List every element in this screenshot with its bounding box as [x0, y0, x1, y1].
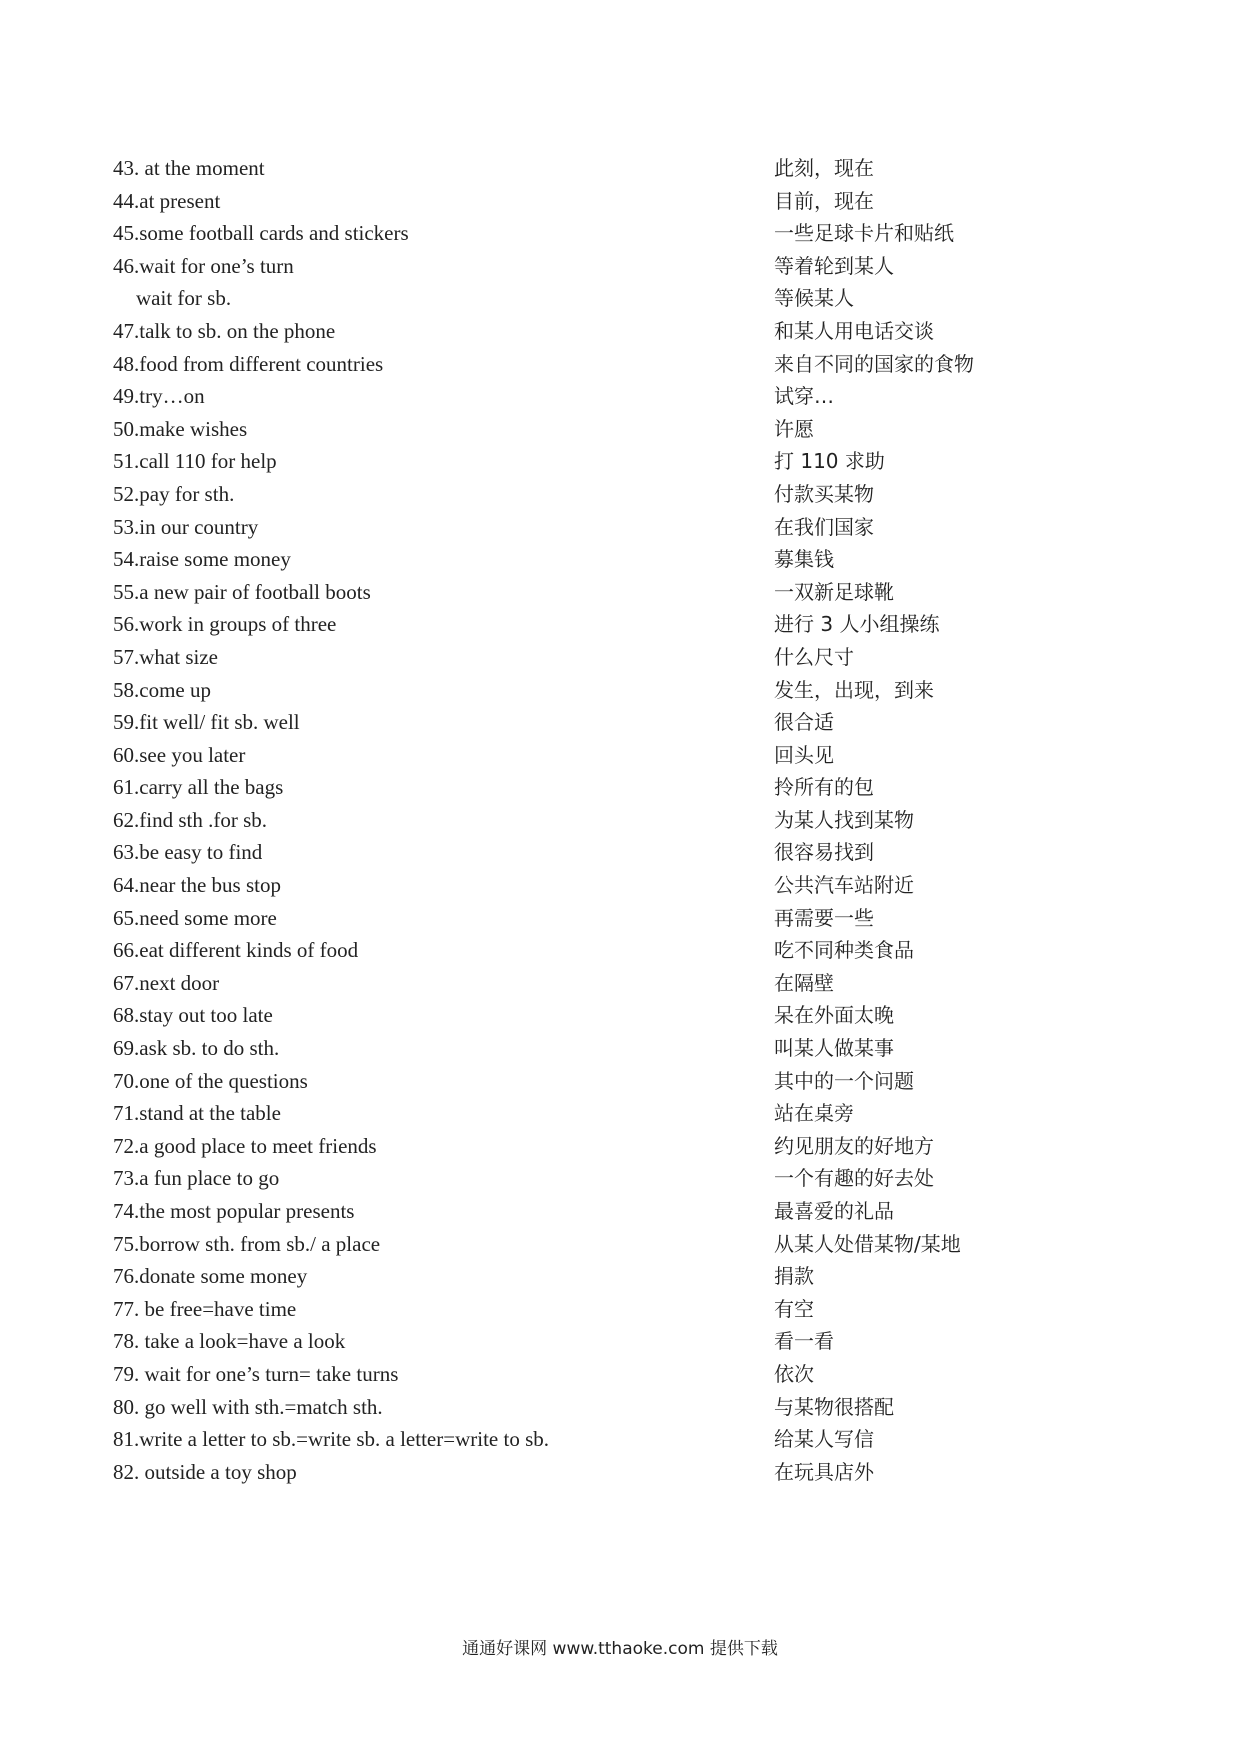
- phrase-row: [113, 543, 1143, 576]
- phrase-english: 80. go well with sth.=match sth.: [113, 1394, 383, 1419]
- phrase-list: [113, 152, 1143, 1488]
- phrase-row: [113, 706, 1143, 739]
- phrase-chinese: 此刻，现在: [774, 156, 874, 180]
- phrase-chinese: 吃不同种类食品: [774, 938, 914, 963]
- phrase-chinese: 发生，出现，到来: [774, 677, 934, 702]
- phrase-row: [113, 869, 1143, 902]
- phrase-row: [113, 836, 1143, 869]
- phrase-english: 49.try…on: [113, 384, 205, 409]
- phrase-chinese: 目前，现在: [774, 188, 874, 213]
- phrase-english: 56.work in groups of three: [113, 612, 337, 637]
- phrase-chinese: 付款买某物: [774, 481, 874, 506]
- phrase-row: [113, 1358, 1143, 1391]
- phrase-row: [113, 1065, 1143, 1098]
- phrase-chinese: 等着轮到某人: [774, 253, 894, 278]
- phrase-english: 43. at the moment: [113, 156, 265, 180]
- phrase-row: [113, 902, 1143, 935]
- phrase-chinese: 在我们国家: [774, 514, 874, 539]
- phrase-english: 57.what size: [113, 644, 218, 669]
- phrase-chinese: 站在桌旁: [774, 1101, 854, 1126]
- phrase-chinese: 很合适: [774, 710, 834, 735]
- phrase-row: [113, 185, 1143, 218]
- phrase-row: [113, 445, 1143, 478]
- phrase-row: [113, 348, 1143, 381]
- phrase-row: [113, 1195, 1143, 1228]
- phrase-chinese: 很容易找到: [774, 840, 874, 865]
- phrase-row: [113, 152, 1143, 185]
- phrase-chinese: 一双新足球靴: [774, 579, 894, 604]
- phrase-chinese: 再需要一些: [774, 905, 874, 930]
- phrase-row: [113, 674, 1143, 707]
- phrase-chinese: 拎所有的包: [774, 775, 874, 800]
- phrase-chinese: 一个有趣的好去处: [774, 1166, 934, 1191]
- phrase-row: [113, 1293, 1143, 1326]
- phrase-english: 50.make wishes: [113, 416, 248, 441]
- phrase-row: [113, 576, 1143, 609]
- phrase-row: [113, 804, 1143, 837]
- phrase-english: 64.near the bus stop: [113, 873, 281, 898]
- phrase-english: 45.some football cards and stickers: [113, 221, 409, 246]
- phrase-chinese: 募集钱: [774, 547, 834, 572]
- phrase-row: [113, 282, 1143, 315]
- phrase-chinese: 来自不同的国家的食物: [774, 351, 974, 376]
- phrase-english: 54.raise some money: [113, 547, 291, 572]
- phrase-row: [113, 967, 1143, 1000]
- phrase-english: 63.be easy to find: [113, 840, 263, 865]
- phrase-english: 62.find sth .for sb.: [113, 807, 267, 832]
- phrase-row: [113, 380, 1143, 413]
- phrase-english: 82. outside a toy shop: [113, 1459, 297, 1484]
- phrase-row: [113, 1391, 1143, 1424]
- phrase-english: wait for sb.: [136, 286, 232, 311]
- phrase-english: 67.next door: [113, 970, 220, 995]
- phrase-row: [113, 315, 1143, 348]
- phrase-english: 44.at present: [113, 188, 221, 213]
- phrase-chinese: 从某人处借某物/某地: [774, 1231, 961, 1256]
- phrase-chinese: 捐款: [774, 1264, 814, 1289]
- phrase-chinese: 看一看: [774, 1329, 834, 1354]
- phrase-row: [113, 641, 1143, 674]
- phrase-row: [113, 511, 1143, 544]
- phrase-row: [113, 608, 1143, 641]
- phrase-english: 70.one of the questions: [113, 1068, 308, 1093]
- phrase-row: [113, 478, 1143, 511]
- phrase-chinese: 在隔壁: [774, 970, 834, 995]
- phrase-english: 48.food from different countries: [113, 351, 384, 376]
- phrase-chinese: 和某人用电话交谈: [774, 318, 934, 343]
- page-footer: 通通好课网 www.tthaoke.com 提供下载: [462, 1639, 778, 1659]
- phrase-english: 59.fit well/ fit sb. well: [113, 710, 300, 735]
- phrase-chinese: 试穿…: [774, 384, 834, 409]
- phrase-english: 74.the most popular presents: [113, 1199, 355, 1223]
- phrase-chinese: 打 110 求助: [774, 449, 885, 474]
- phrase-row: [113, 1097, 1143, 1130]
- phrase-row: [113, 1260, 1143, 1293]
- phrase-chinese: 依次: [774, 1361, 814, 1386]
- phrase-english: 53.in our country: [113, 514, 259, 539]
- phrase-english: 79. wait for one’s turn= take turns: [113, 1361, 399, 1386]
- phrase-chinese: 其中的一个问题: [774, 1068, 914, 1093]
- phrase-english: 61.carry all the bags: [113, 775, 284, 800]
- phrase-row: [113, 1162, 1143, 1195]
- phrase-english: 55.a new pair of football boots: [113, 579, 371, 604]
- phrase-chinese: 给某人写信: [774, 1427, 874, 1452]
- phrase-english: 77. be free=have time: [113, 1296, 297, 1321]
- phrase-chinese: 公共汽车站附近: [774, 873, 914, 898]
- phrase-row: [113, 999, 1143, 1032]
- phrase-row: [113, 1032, 1143, 1065]
- phrase-chinese: 许愿: [774, 416, 814, 441]
- phrase-chinese: 呆在外面太晚: [774, 1003, 894, 1028]
- phrase-chinese: 在玩具店外: [774, 1459, 874, 1484]
- phrase-english: 72.a good place to meet friends: [113, 1133, 377, 1158]
- phrase-english: 81.write a letter to sb.=write sb. a letter=write to sb.: [113, 1427, 549, 1452]
- phrase-row: [113, 250, 1143, 283]
- phrase-chinese: 回头见: [774, 742, 834, 767]
- phrase-chinese: 为某人找到某物: [774, 807, 914, 832]
- phrase-english: 60.see you later: [113, 742, 246, 767]
- phrase-row: [113, 1228, 1143, 1261]
- phrase-english: 46.wait for one’s turn: [113, 253, 294, 278]
- phrase-row: [113, 413, 1143, 446]
- phrase-english: 51.call 110 for help: [113, 449, 277, 474]
- phrase-row: [113, 934, 1143, 967]
- phrase-row: [113, 217, 1143, 250]
- phrase-chinese: 叫某人做某事: [774, 1036, 894, 1061]
- phrase-english: 76.donate some money: [113, 1264, 308, 1289]
- phrase-english: 52.pay for sth.: [113, 481, 235, 506]
- phrase-english: 58.come up: [113, 677, 211, 702]
- phrase-chinese: 进行 3 人小组操练: [774, 612, 940, 637]
- phrase-row: [113, 1325, 1143, 1358]
- phrase-chinese: 与某物很搭配: [774, 1394, 894, 1419]
- phrase-english: 47.talk to sb. on the phone: [113, 318, 336, 343]
- phrase-chinese: 一些足球卡片和贴纸: [774, 221, 954, 246]
- phrase-english: 73.a fun place to go: [113, 1166, 280, 1191]
- phrase-english: 65.need some more: [113, 905, 277, 930]
- phrase-english: 66.eat different kinds of food: [113, 938, 359, 963]
- phrase-row: [113, 1456, 1143, 1489]
- phrase-english: 78. take a look=have a look: [113, 1329, 346, 1354]
- phrase-row: [113, 739, 1143, 772]
- phrase-english: 75.borrow sth. from sb./ a place: [113, 1231, 381, 1256]
- phrase-row: [113, 1423, 1143, 1456]
- phrase-english: 68.stay out too late: [113, 1003, 273, 1028]
- phrase-chinese: 有空: [774, 1296, 814, 1321]
- phrase-chinese: 等候某人: [774, 286, 854, 311]
- phrase-row: [113, 771, 1143, 804]
- phrase-english: 69.ask sb. to do sth.: [113, 1036, 280, 1061]
- phrase-row: [113, 1130, 1143, 1163]
- phrase-chinese: 最喜爱的礼品: [774, 1199, 894, 1223]
- phrase-chinese: 什么尺寸: [774, 644, 854, 669]
- phrase-english: 71.stand at the table: [113, 1101, 281, 1126]
- phrase-chinese: 约见朋友的好地方: [774, 1133, 934, 1158]
